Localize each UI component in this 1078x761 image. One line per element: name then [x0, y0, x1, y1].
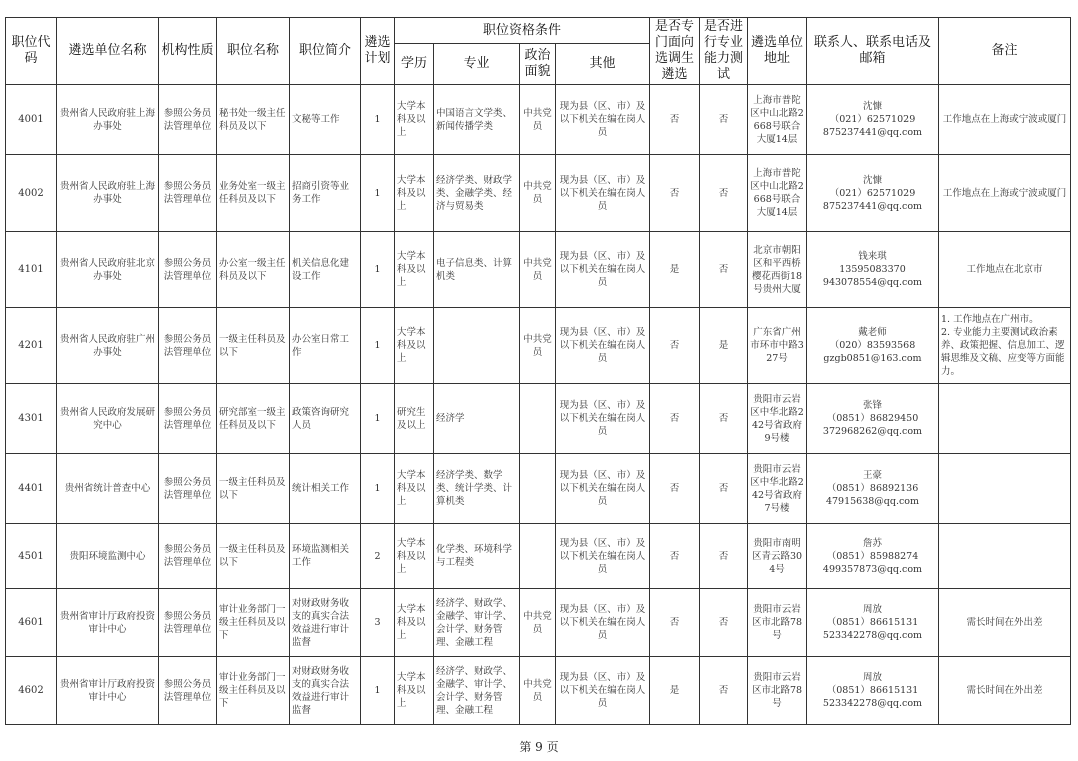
cell-code: 4401 — [6, 454, 57, 524]
cell-code: 4301 — [6, 384, 57, 454]
cell-remarks: 需长时间在外出差 — [939, 589, 1071, 657]
cell-political — [520, 524, 556, 589]
cell-position: 一级主任科员及以下 — [217, 454, 290, 524]
cell-remarks — [939, 524, 1071, 589]
cell-political: 中共党员 — [520, 85, 556, 155]
cell-code: 4601 — [6, 589, 57, 657]
cell-education: 大学本科及以上 — [395, 657, 434, 725]
cell-contact: 周放 （0851）86615131 523342278@qq.com — [807, 657, 939, 725]
header-address: 遴选单位地址 — [748, 18, 807, 85]
cell-address: 贵阳市云岩区中华北路242号省政府7号楼 — [748, 454, 807, 524]
cell-education: 大学本科及以上 — [395, 524, 434, 589]
cell-intro: 办公室日常工作 — [290, 308, 361, 384]
cell-intro: 统计相关工作 — [290, 454, 361, 524]
cell-remarks — [939, 454, 1071, 524]
cell-address: 北京市朝阳区和平西桥樱花西街18号贵州大厦 — [748, 232, 807, 308]
cell-political: 中共党员 — [520, 589, 556, 657]
cell-ability-test: 否 — [700, 454, 748, 524]
table-row — [6, 657, 1071, 725]
cell-education: 大学本科及以上 — [395, 589, 434, 657]
header-education: 学历 — [395, 44, 434, 85]
cell-major: 经济学类、数学类、统计学类、计算机类 — [434, 454, 520, 524]
cell-targeted: 否 — [650, 524, 700, 589]
cell-ability-test: 是 — [700, 308, 748, 384]
header-other: 其他 — [556, 44, 650, 85]
cell-ability-test: 否 — [700, 85, 748, 155]
cell-ability-test: 否 — [700, 384, 748, 454]
cell-intro: 机关信息化建设工作 — [290, 232, 361, 308]
cell-other: 现为县（区、市）及以下机关在编在岗人员 — [556, 308, 650, 384]
cell-unit: 贵州省统计普查中心 — [57, 454, 159, 524]
cell-position: 研究部室一级主任科员及以下 — [217, 384, 290, 454]
page-number: 第 9 页 — [519, 740, 559, 754]
cell-position: 秘书处一级主任科员及以下 — [217, 85, 290, 155]
cell-political: 中共党员 — [520, 657, 556, 725]
cell-targeted: 否 — [650, 155, 700, 232]
table-row — [6, 589, 1071, 657]
cell-intro: 对财政财务收支的真实合法效益进行审计监督 — [290, 657, 361, 725]
cell-address: 贵阳市云岩区中华北路242号省政府9号楼 — [748, 384, 807, 454]
cell-targeted: 是 — [650, 232, 700, 308]
cell-position: 一级主任科员及以下 — [217, 524, 290, 589]
cell-targeted: 否 — [650, 384, 700, 454]
cell-education: 大学本科及以上 — [395, 308, 434, 384]
cell-org-type: 参照公务员法管理单位 — [159, 454, 217, 524]
cell-unit: 贵州省人民政府驻北京办事处 — [57, 232, 159, 308]
cell-plan: 1 — [361, 85, 395, 155]
cell-remarks: 1. 工作地点在广州市。 2. 专业能力主要测试政治素养、政策把握、信息加工、逻辑思维及文稿、应变等方面能力。 — [939, 308, 1071, 384]
cell-major: 化学类、环境科学与工程类 — [434, 524, 520, 589]
cell-education: 研究生及以上 — [395, 384, 434, 454]
header-remarks: 备注 — [939, 18, 1071, 85]
cell-intro: 招商引资等业务工作 — [290, 155, 361, 232]
cell-remarks — [939, 384, 1071, 454]
cell-address: 上海市普陀区中山北路2668号联合大厦14层 — [748, 155, 807, 232]
cell-intro: 政策咨询研究人员 — [290, 384, 361, 454]
header-code: 职位代码 — [6, 18, 57, 85]
cell-other: 现为县（区、市）及以下机关在编在岗人员 — [556, 155, 650, 232]
header-political: 政治面貌 — [520, 44, 556, 85]
cell-education: 大学本科及以上 — [395, 155, 434, 232]
header-plan: 遴选计划 — [361, 18, 395, 85]
cell-intro: 环境监测相关工作 — [290, 524, 361, 589]
cell-unit: 贵州省人民政府驻广州办事处 — [57, 308, 159, 384]
cell-contact: 戴老师 （020）83593568 gzgb0851@163.com — [807, 308, 939, 384]
cell-targeted: 否 — [650, 454, 700, 524]
header-position: 职位名称 — [217, 18, 290, 85]
cell-ability-test: 否 — [700, 524, 748, 589]
cell-plan: 3 — [361, 589, 395, 657]
cell-remarks: 需长时间在外出差 — [939, 657, 1071, 725]
cell-unit: 贵阳环境监测中心 — [57, 524, 159, 589]
cell-other: 现为县（区、市）及以下机关在编在岗人员 — [556, 589, 650, 657]
header-ability-test: 是否进行专业能力测试 — [700, 18, 748, 85]
cell-major — [434, 308, 520, 384]
cell-position: 审计业务部门一级主任科员及以下 — [217, 657, 290, 725]
cell-plan: 1 — [361, 454, 395, 524]
cell-other: 现为县（区、市）及以下机关在编在岗人员 — [556, 454, 650, 524]
cell-contact: 周放 （0851）86615131 523342278@qq.com — [807, 589, 939, 657]
cell-org-type: 参照公务员法管理单位 — [159, 384, 217, 454]
cell-org-type: 参照公务员法管理单位 — [159, 308, 217, 384]
cell-code: 4002 — [6, 155, 57, 232]
cell-intro: 文秘等工作 — [290, 85, 361, 155]
cell-contact: 詹苏 （0851）85988274 499357873@qq.com — [807, 524, 939, 589]
cell-unit: 贵州省审计厅政府投资审计中心 — [57, 589, 159, 657]
cell-political — [520, 454, 556, 524]
cell-other: 现为县（区、市）及以下机关在编在岗人员 — [556, 384, 650, 454]
cell-major: 经济学 — [434, 384, 520, 454]
cell-political — [520, 384, 556, 454]
cell-remarks: 工作地点在上海或宁波或厦门 — [939, 85, 1071, 155]
cell-position: 办公室一级主任科员及以下 — [217, 232, 290, 308]
cell-code: 4602 — [6, 657, 57, 725]
cell-targeted: 是 — [650, 657, 700, 725]
cell-org-type: 参照公务员法管理单位 — [159, 657, 217, 725]
cell-major: 中国语言文学类、新闻传播学类 — [434, 85, 520, 155]
header-org-type: 机构性质 — [159, 18, 217, 85]
header-contact: 联系人、联系电话及邮箱 — [807, 18, 939, 85]
cell-plan: 2 — [361, 524, 395, 589]
cell-education: 大学本科及以上 — [395, 232, 434, 308]
table-row — [6, 384, 1071, 454]
cell-contact: 王豪 （0851）86892136 47915638@qq.com — [807, 454, 939, 524]
header-major: 专业 — [434, 44, 520, 85]
cell-ability-test: 否 — [700, 657, 748, 725]
cell-unit: 贵州省人民政府发展研究中心 — [57, 384, 159, 454]
cell-other: 现为县（区、市）及以下机关在编在岗人员 — [556, 232, 650, 308]
cell-other: 现为县（区、市）及以下机关在编在岗人员 — [556, 657, 650, 725]
cell-unit: 贵州省人民政府驻上海办事处 — [57, 85, 159, 155]
cell-org-type: 参照公务员法管理单位 — [159, 232, 217, 308]
cell-position: 一级主任科员及以下 — [217, 308, 290, 384]
cell-political: 中共党员 — [520, 232, 556, 308]
position-table — [5, 17, 1071, 725]
cell-plan: 1 — [361, 657, 395, 725]
table-row — [6, 85, 1071, 155]
cell-code: 4501 — [6, 524, 57, 589]
table-row — [6, 155, 1071, 232]
cell-contact: 沈慷 （021）62571029 875237441@qq.com — [807, 155, 939, 232]
cell-address: 贵阳市云岩区市北路78号 — [748, 657, 807, 725]
cell-targeted: 否 — [650, 589, 700, 657]
cell-major: 经济学类、财政学类、金融学类、经济与贸易类 — [434, 155, 520, 232]
cell-major: 经济学、财政学、金融学、审计学、会计学、财务管理、金融工程 — [434, 657, 520, 725]
cell-education: 大学本科及以上 — [395, 85, 434, 155]
cell-remarks: 工作地点在北京市 — [939, 232, 1071, 308]
cell-address: 贵阳市云岩区市北路78号 — [748, 589, 807, 657]
header-unit: 遴选单位名称 — [57, 18, 159, 85]
header-targeted: 是否专门面向选调生遴选 — [650, 18, 700, 85]
cell-education: 大学本科及以上 — [395, 454, 434, 524]
cell-position: 业务处室一级主任科员及以下 — [217, 155, 290, 232]
cell-address: 贵阳市南明区青云路304号 — [748, 524, 807, 589]
header-qualifications: 职位资格条件 — [395, 18, 650, 44]
cell-address: 广东省广州市环市中路327号 — [748, 308, 807, 384]
cell-remarks: 工作地点在上海或宁波或厦门 — [939, 155, 1071, 232]
cell-contact: 钱来琪 13595083370 943078554@qq.com — [807, 232, 939, 308]
cell-intro: 对财政财务收支的真实合法效益进行审计监督 — [290, 589, 361, 657]
cell-plan: 1 — [361, 155, 395, 232]
cell-major: 经济学、财政学、金融学、审计学、会计学、财务管理、金融工程 — [434, 589, 520, 657]
cell-plan: 1 — [361, 308, 395, 384]
table-row — [6, 524, 1071, 589]
cell-code: 4001 — [6, 85, 57, 155]
table-row — [6, 232, 1071, 308]
cell-other: 现为县（区、市）及以下机关在编在岗人员 — [556, 85, 650, 155]
cell-plan: 1 — [361, 384, 395, 454]
cell-org-type: 参照公务员法管理单位 — [159, 589, 217, 657]
cell-unit: 贵州省审计厅政府投资审计中心 — [57, 657, 159, 725]
cell-unit: 贵州省人民政府驻上海办事处 — [57, 155, 159, 232]
cell-targeted: 否 — [650, 85, 700, 155]
cell-contact: 沈慷 （021）62571029 875237441@qq.com — [807, 85, 939, 155]
cell-org-type: 参照公务员法管理单位 — [159, 524, 217, 589]
cell-other: 现为县（区、市）及以下机关在编在岗人员 — [556, 524, 650, 589]
cell-ability-test: 否 — [700, 232, 748, 308]
cell-code: 4101 — [6, 232, 57, 308]
header-intro: 职位简介 — [290, 18, 361, 85]
cell-major: 电子信息类、计算机类 — [434, 232, 520, 308]
cell-ability-test: 否 — [700, 155, 748, 232]
cell-position: 审计业务部门一级主任科员及以下 — [217, 589, 290, 657]
table-row — [6, 454, 1071, 524]
cell-address: 上海市普陀区中山北路2668号联合大厦14层 — [748, 85, 807, 155]
cell-targeted: 否 — [650, 308, 700, 384]
cell-ability-test: 否 — [700, 589, 748, 657]
cell-plan: 1 — [361, 232, 395, 308]
cell-political: 中共党员 — [520, 308, 556, 384]
cell-org-type: 参照公务员法管理单位 — [159, 85, 217, 155]
cell-political: 中共党员 — [520, 155, 556, 232]
cell-contact: 张锋 （0851）86829450 372968262@qq.com — [807, 384, 939, 454]
cell-org-type: 参照公务员法管理单位 — [159, 155, 217, 232]
cell-code: 4201 — [6, 308, 57, 384]
table-row — [6, 308, 1071, 384]
